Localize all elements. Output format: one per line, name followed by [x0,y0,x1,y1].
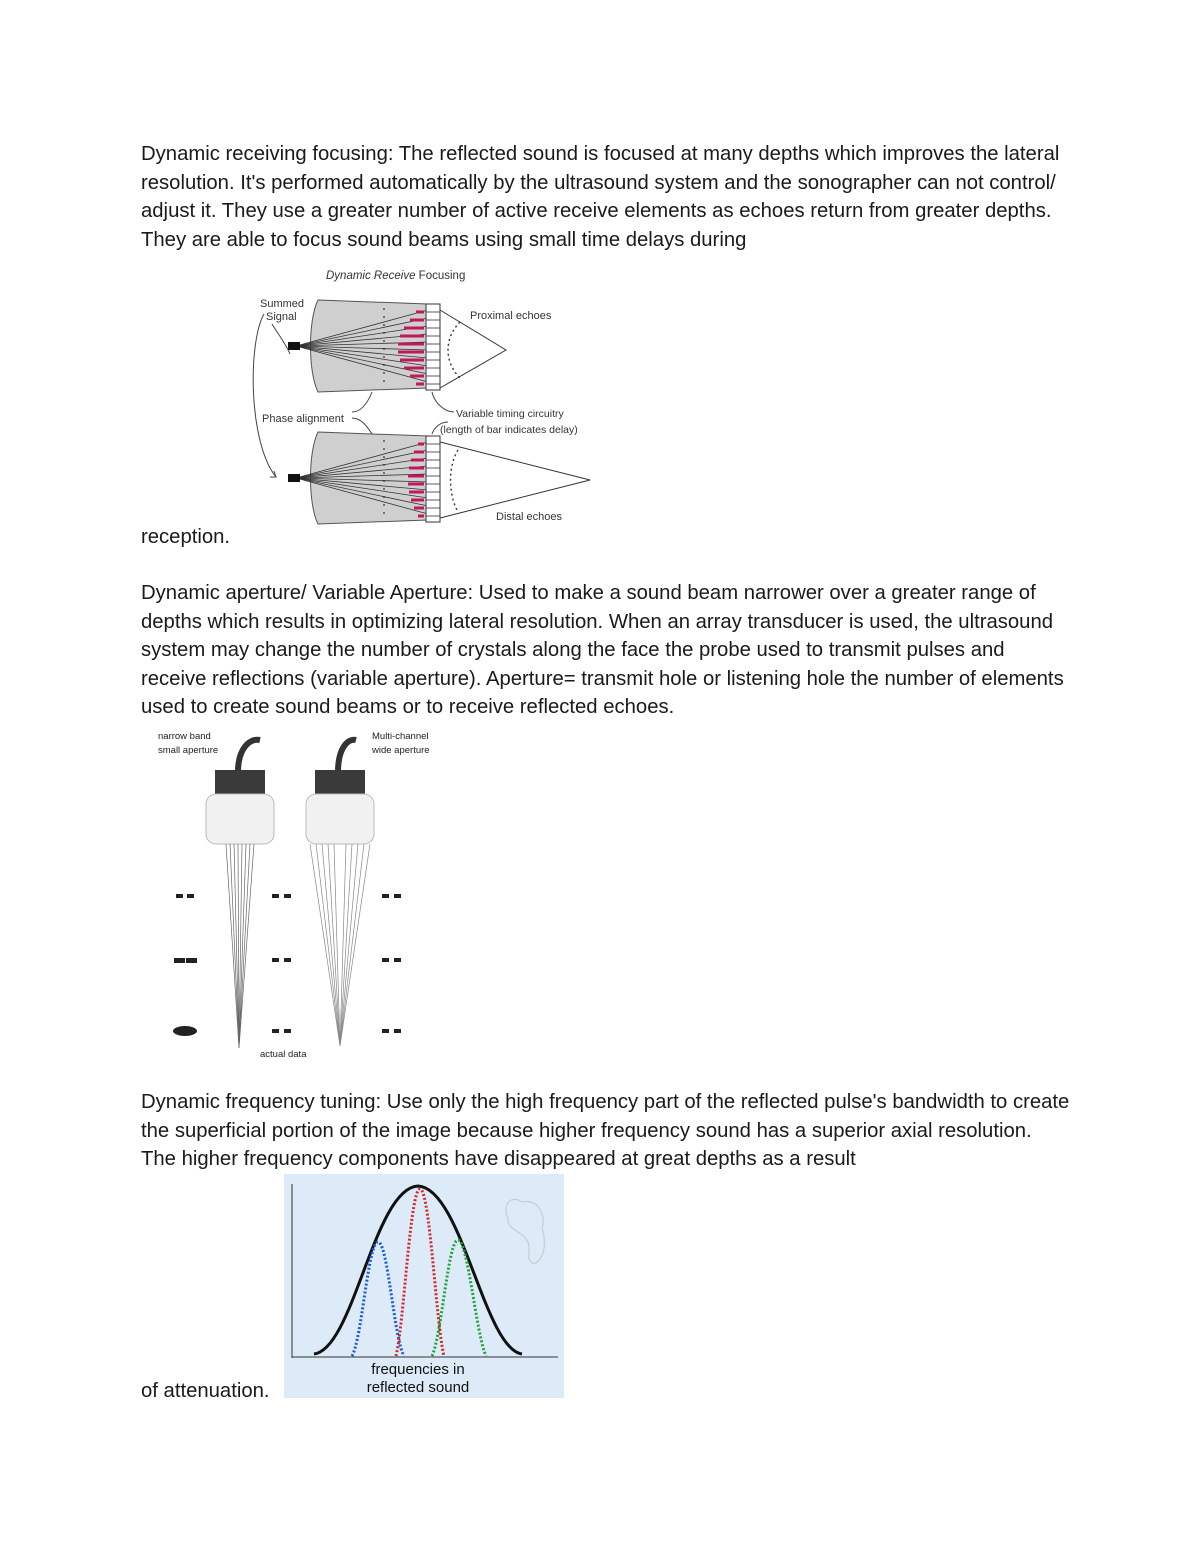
paragraph-dynamic-receive-focusing: Dynamic receiving focusing: The reflected sound is focused at many depths which improves the lateral resolution. It's performed automatically by the ultrasound system and the sonographer can not control/ adjust it. They use a greater number of active receive elements as echoes return from greater depths. They are able to focus sound beams using small time delays during [141,143,1060,251]
figure-title-rest: Focusing [415,270,466,282]
svg-text:Dynamic Receive Focusing [326,270,465,282]
label-proximal-echoes: Proximal echoes [470,310,552,322]
label-multi-channel: Multi-channel [372,731,429,742]
figure-dynamic-aperture [150,728,440,1062]
label-signal: Signal [266,311,297,323]
label-phase-alignment: Phase alignment [262,413,344,425]
figure-dynamic-receive-focusing [248,262,618,534]
label-narrow-band: narrow band [158,731,211,742]
label-timing-line2: (length of bar indicates delay) [440,424,578,436]
figure-title-italic: Dynamic Receive [326,270,416,282]
figure-frequency-spectrum [284,1174,564,1398]
caption-line1: frequencies in [371,1361,465,1378]
label-wide-aperture: wide aperture [372,745,430,756]
caption-line2: reflected sound [366,1379,470,1396]
paragraph-reception-tail: reception. [141,526,231,548]
arrow-summed-top [272,324,290,354]
paragraph-dynamic-aperture: Dynamic aperture/ Variable Aperture: Used to make a sound beam narrower over a greater range of depths which results in optimizing lateral resolution. When an array transducer is used, the ultrasound system may change the number of crystals along the face the probe used to transmit pulses and receive reflections (variable aperture). Aperture= transmit hole or listening hole the number of elements used to create sound beams or to receive reflected echoes. [141,582,1064,719]
paragraph-dynamic-frequency-tuning: Dynamic frequency tuning: Use only the high frequency part of the reflected pulse's bandwidth to create the superficial portion of the image because higher frequency sound has a superior axial resolution. The higher frequency components have disappeared at great depths as a result [141,1091,1070,1171]
narrow-aperture-probe [206,740,274,1048]
wide-aperture-probe [306,740,374,1046]
label-small-aperture: small aperture [158,745,219,756]
arrow-summed-down [253,314,276,477]
label-actual-data: actual data [260,1049,307,1060]
label-summed: Summed [260,298,305,310]
paragraph-attenuation-tail: of attenuation. [141,1380,270,1402]
label-timing-line1: Variable timing circuitry [456,408,564,420]
point-targets [173,894,401,1036]
label-distal-echoes: Distal echoes [496,511,563,523]
